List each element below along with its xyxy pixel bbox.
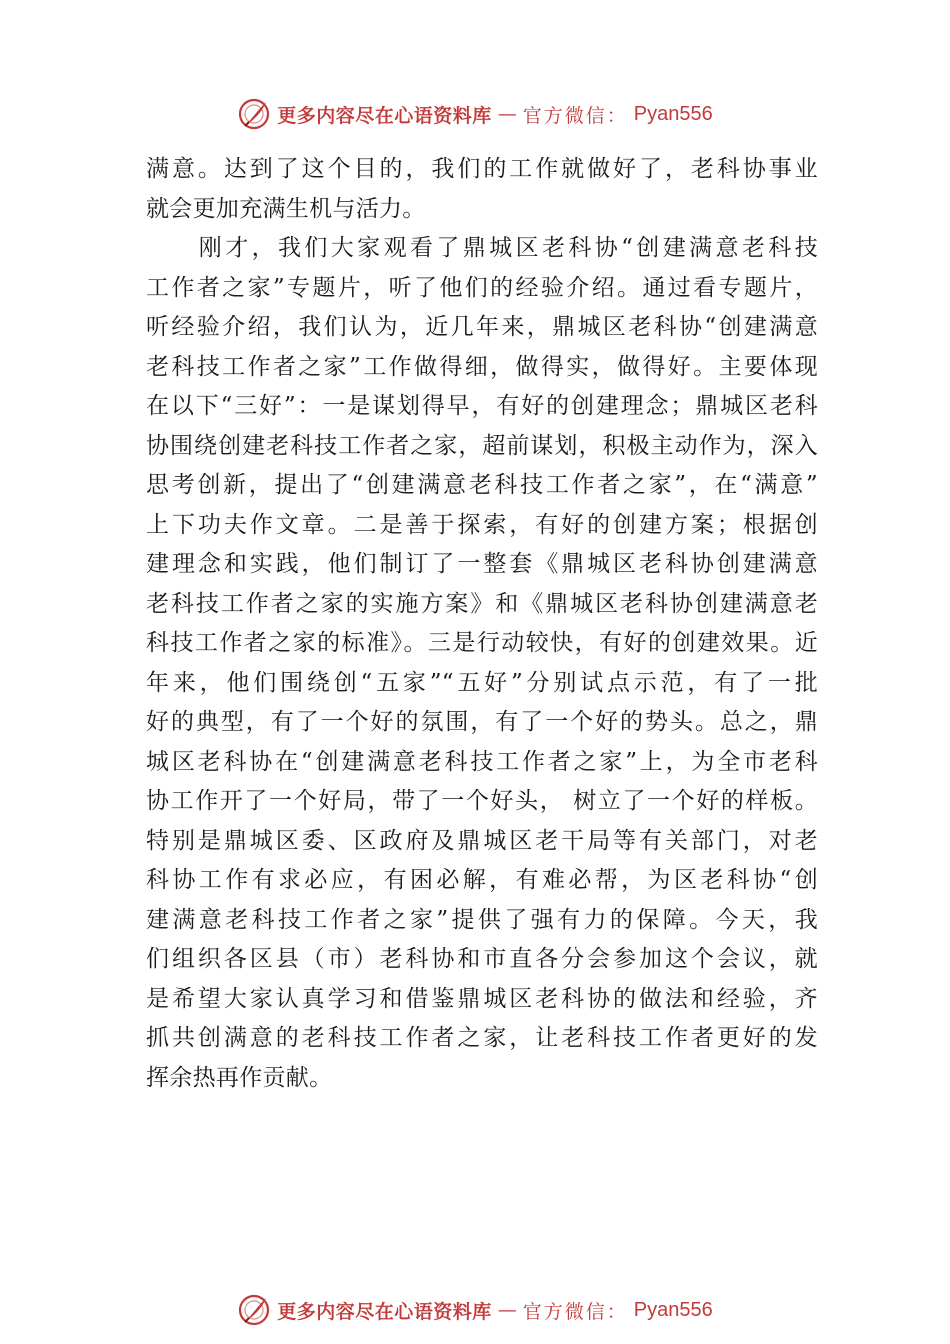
text-line: 在以下“三好”：一是谋划得早，有好的创建理念；鼎城区老科 (146, 393, 818, 419)
wechat-id: Pyan556 (633, 1298, 713, 1321)
text-line: 年来，他们围绕创“五家”“五好”分别试点示范，有了一批 (146, 669, 818, 696)
text-line: 抓共创满意的老科技工作者之家，让老科技工作者更好的发 (146, 1025, 818, 1051)
wechat-id: Pyan556 (633, 102, 713, 125)
wechat-label: 官方微信： (522, 104, 628, 127)
text-line: 就会更加充满生机与活力。 (146, 195, 426, 222)
text-line: 科协工作有求必应，有困必解，有难必帮，为区老科协“创 (146, 867, 818, 893)
text-line: 建满意老科技工作者之家”提供了强有力的保障。今天，我 (146, 906, 818, 933)
brand-text: 更多内容尽在心语资料库 (277, 1300, 492, 1323)
text-line: 思考创新，提出了“创建满意老科技工作者之家”，在“满意” (146, 472, 818, 498)
text-line: 上下功夫作文章。二是善于探索，有好的创建方案；根据创 (146, 511, 818, 538)
text-line: 建理念和实践，他们制订了一整套《鼎城区老科协创建满意 (146, 551, 818, 577)
text-line: 协围绕创建老科技工作者之家，超前谋划，积极主动作为，深入 (146, 432, 818, 459)
text-line: 协工作开了一个好局，带了一个好头， 树立了一个好的样板。 (146, 788, 818, 814)
text-line: 好的典型，有了一个好的氛围，有了一个好的势头。总之，鼎 (146, 709, 818, 735)
header-banner (0, 94, 950, 134)
text-line: 们组织各区县（市）老科协和市直各分会参加这个会议，就 (146, 946, 818, 972)
text-line: 城区老科协在“创建满意老科技工作者之家”上，为全市老科 (146, 748, 818, 775)
text-line: 特别是鼎城区委、区政府及鼎城区老干局等有关部门，对老 (146, 827, 818, 854)
quill-pen-logo-icon (237, 1293, 271, 1327)
document-body (146, 150, 818, 1098)
text-line: 老科技工作者之家的实施方案》和《鼎城区老科协创建满意老 (146, 590, 818, 617)
text-line: 科技工作者之家的标准》。三是行动较快，有好的创建效果。近 (146, 630, 818, 656)
brand-text: 更多内容尽在心语资料库 (277, 104, 492, 127)
text-line: 听经验介绍，我们认为，近几年来，鼎城区老科协“创建满意 (146, 314, 818, 340)
banner-dash: — (497, 103, 517, 125)
text-line: 挥余热再作贡献。 (146, 1064, 333, 1091)
text-line: 老科技工作者之家”工作做得细，做得实，做得好。主要体现 (146, 353, 818, 380)
wechat-label: 官方微信： (522, 1300, 628, 1323)
text-line: 刚才，我们大家观看了鼎城区老科协“创建满意老科技 (146, 235, 818, 261)
footer-banner (0, 1290, 950, 1330)
banner-dash: — (497, 1299, 517, 1321)
text-line: 是希望大家认真学习和借鉴鼎城区老科协的做法和经验，齐 (146, 985, 818, 1012)
text-line: 满意。达到了这个目的，我们的工作就做好了，老科协事业 (146, 156, 818, 182)
text-line: 工作者之家”专题片，听了他们的经验介绍。通过看专题片， (146, 274, 818, 301)
quill-pen-logo-icon (237, 97, 271, 131)
